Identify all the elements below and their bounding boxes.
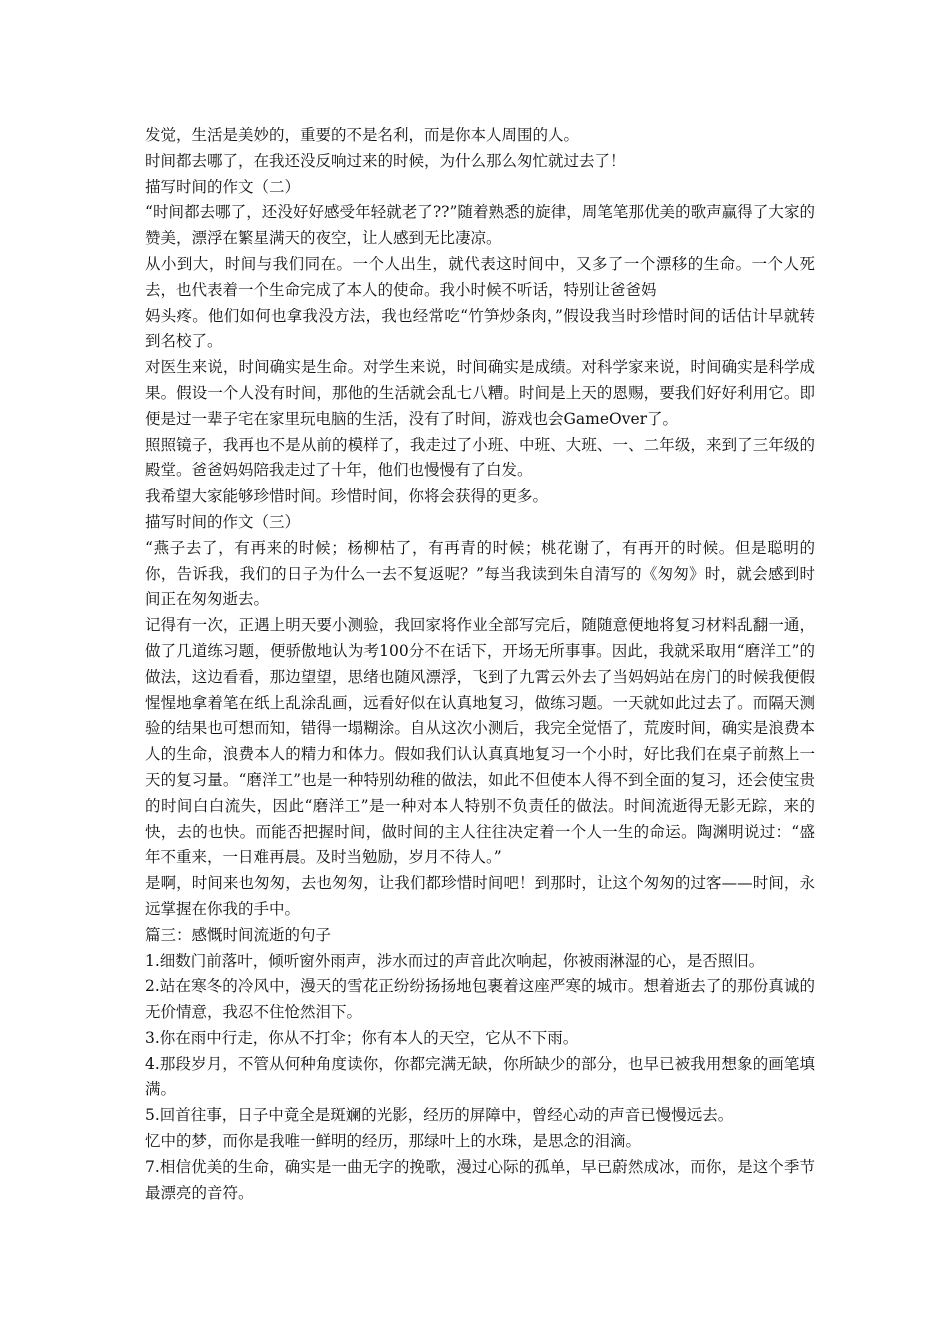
paragraph-13: 是啊，时间来也匆匆，去也匆匆，让我们都珍惜时间吧！到那时，让这个匆匆的过客——时间，永远掌握在你我的手中。 [145, 874, 815, 918]
section-heading-2: 描写时间的作文（二） [145, 177, 301, 196]
paragraph-6: 妈头疼。他们如何也拿我没方法，我也经常吃“竹笋炒条肉，”假设我当时珍惜时间的话估计早就转到名校了。 [145, 306, 815, 351]
paragraph-11: “燕子去了，有再来的时候；杨柳枯了，有再青的时候；桃花谢了，有再开的时候。但是聪明的你，告诉我，我们的日子为什么一去不复返呢？”每当我读到朱自清写的《匆匆》时，就会感到时间正在匆匆逝去。 [145, 538, 815, 609]
paragraph-12: 记得有一次，正遇上明天要小测验，我回家将作业全部写完后，随随意便地将复习材料乱翻一通，做了几道练习题，便骄傲地认为考100分不在话下，开场无所事事。因此，我就采取用“磨洋工”的做法，这边看看，那边望望，思绪也随风漂浮，飞到了九霄云外去了当妈妈站在房门的时候我便假惺惺地拿着笔在纸上乱涂乱画，远看好似在认真地复习，做练习题。一天就如此过去了。而隔天测验的结果也可想而知，错得一塌糊涂。自从这次小测后，我完全觉悟了，荒废时间，确实是浪费本人的生命，浪费本人的精力和体力。假如我们认认真真地复习一个小时，好比我们在桌子前熬上一天的复习量。“磨洋工”也是一种特别幼稚的做法，如此不但使本人得不到全面的复习，还会使宝贵的时间白白流失，因此“磨洋工”是一种对本人特别不负责任的做法。时间流逝得无影无踪，来的快，去的也快。而能否把握时间，做时间的主人往往决定着一个人一生的命运。陶渊明说过：“盛年不重来，一日难再晨。及时当勉励，岁月不待人。” [145, 616, 815, 867]
quote-item-6-fragment: 忆中的梦，而你是我唯一鲜明的经历，那绿叶上的水珠，是思念的泪滴。 [145, 1132, 642, 1151]
quote-item-7: 7.相信优美的生命，确实是一曲无字的挽歌，漫过心际的孤单，早已蔚然成冰，而你，是这个季节最漂亮的音符。 [145, 1157, 815, 1202]
quote-item-2: 2.站在寒冬的冷风中，漫天的雪花正纷纷扬扬地包裹着这座严寒的城市。想着逝去了的那份真诚的无价情意，我忍不住怆然泪下。 [145, 977, 815, 1022]
paragraph-1: 发觉，生活是美妙的，重要的不是名利，而是你本人周围的人。 [145, 126, 580, 144]
paragraph-9: 我希望大家能够珍惜时间。珍惜时间，你将会获得的更多。 [145, 487, 549, 506]
quote-item-1: 1.细数门前落叶，倾听窗外雨声，涉水而过的声音此次响起，你被雨淋湿的心，是否照旧。 [145, 951, 765, 970]
document-body [145, 123, 815, 1206]
quote-item-3: 3.你在雨中行走，你从不打伞；你有本人的天空，它从不下雨。 [145, 1028, 579, 1047]
paragraph-7: 对医生来说，时间确实是生命。对学生来说，时间确实是成绩。对科学家来说，时间确实是科学成果。假设一个人没有时间，那他的生活就会乱七八糟。时间是上天的恩赐，要我们好好利用它。即便是过一辈子宅在家里玩电脑的生活，没有了时间，游戏也会GameOver了。 [145, 358, 815, 428]
paragraph-4: “时间都去哪了，还没好好感受年轻就老了??”随着熟悉的旋律，周笔笔那优美的歌声赢得了大家的赞美，漂浮在繁星满天的夜空，让人感到无比凄凉。 [145, 203, 815, 248]
paragraph-5: 从小到大，时间与我们同在。一个人出生，就代表这时间中，又多了一个漂移的生命。一个人死去，也代表着一个生命完成了本人的使命。我小时候不听话，特别让爸爸妈 [145, 254, 815, 299]
paragraph-2: 时间都去哪了，在我还没反响过来的时候，为什么那么匆忙就过去了！ [145, 151, 626, 170]
quote-item-4: 4.那段岁月，不管从何种角度读你，你都完满无缺，你所缺少的部分，也早已被我用想象的画笔填满。 [145, 1054, 815, 1099]
chapter-heading-3: 篇三：感慨时间流逝的句子 [145, 925, 332, 944]
paragraph-8: 照照镜子，我再也不是从前的模样了，我走过了小班、中班、大班、一、二年级，来到了三年级的殿堂。爸爸妈妈陪我走过了十年，他们也慢慢有了白发。 [145, 435, 815, 480]
section-heading-3: 描写时间的作文（三） [145, 512, 301, 531]
quote-item-5: 5.回首往事，日子中竟全是斑斓的光影，经历的屏障中，曾经心动的声音已慢慢远去。 [145, 1106, 734, 1125]
